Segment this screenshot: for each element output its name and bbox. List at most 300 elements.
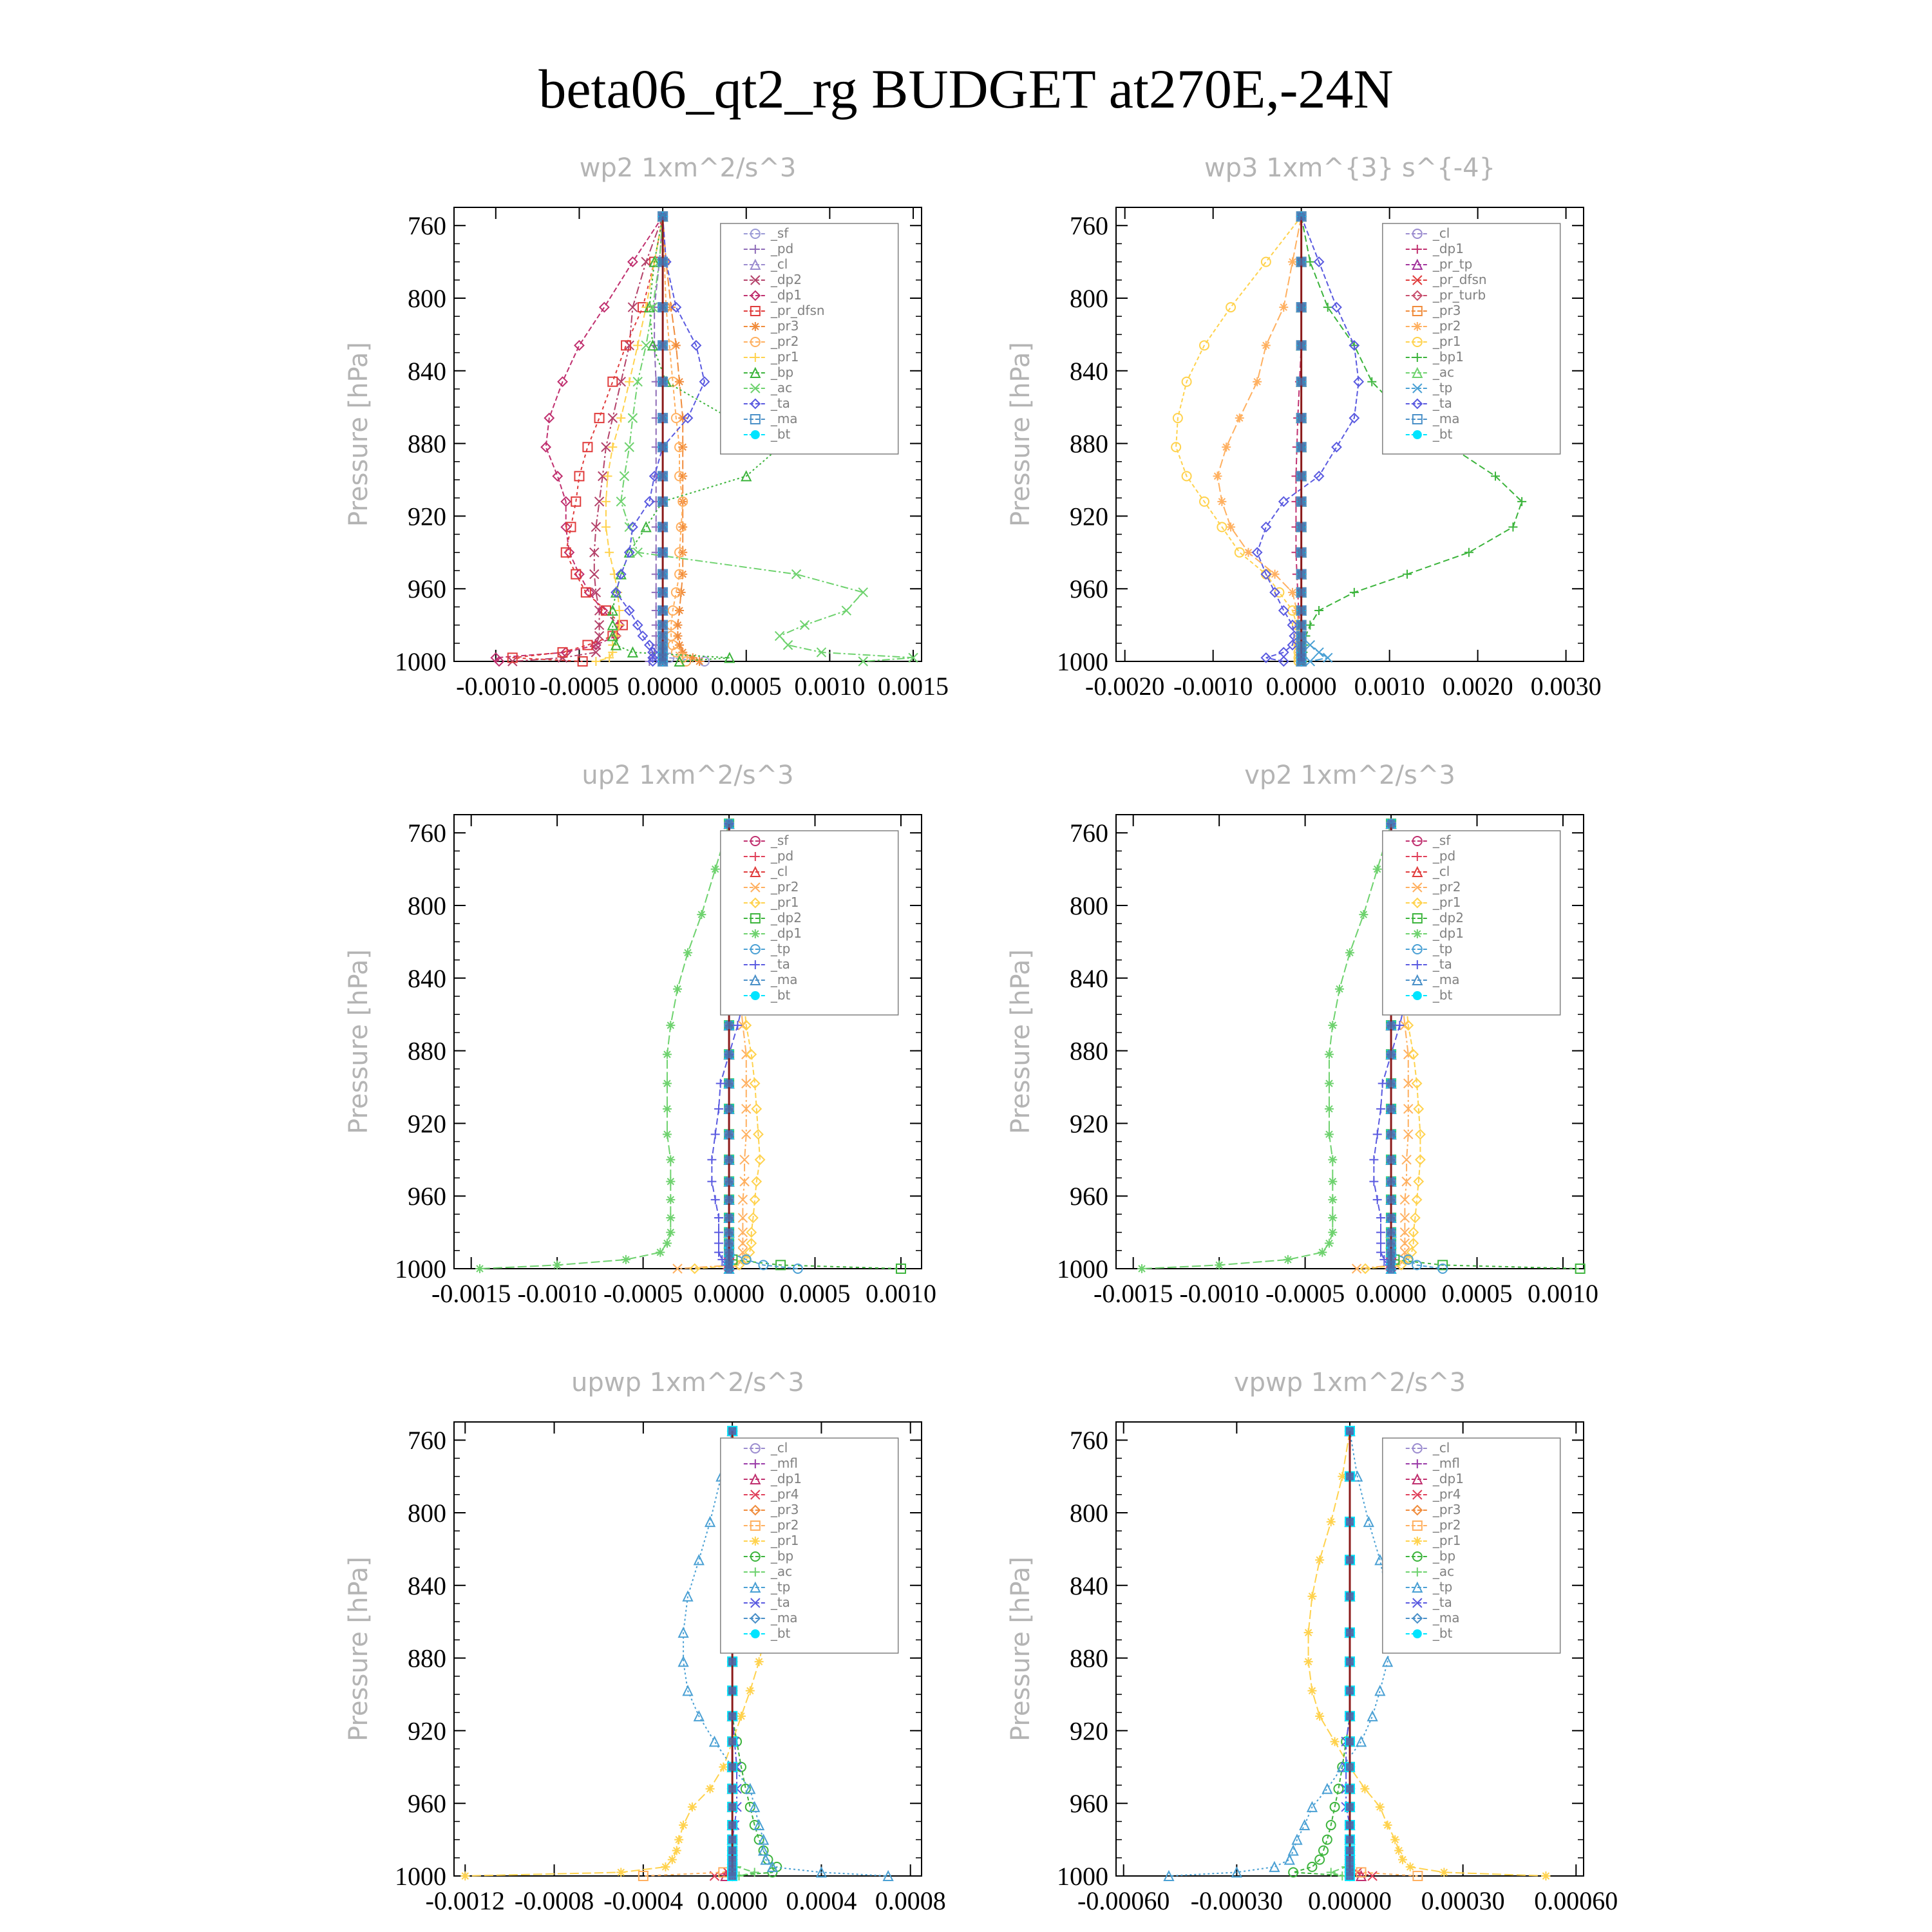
x-tick-label: -0.0005 (1265, 1279, 1345, 1308)
data-point (1327, 1517, 1336, 1526)
data-point (716, 1079, 725, 1088)
legend-entry: _pr1 (1432, 895, 1461, 910)
legend-entry: _cl (1432, 225, 1450, 241)
legend-entry: _pr1 (1432, 334, 1461, 349)
data-point (1394, 1846, 1403, 1855)
data-point (1279, 497, 1288, 506)
data-point (595, 413, 604, 422)
legend-marker (1413, 1629, 1422, 1638)
data-point (641, 341, 650, 350)
data-point (707, 1177, 716, 1186)
y-tick-label: 840 (1070, 356, 1108, 386)
x-tick-label: -0.0005 (539, 672, 620, 701)
data-point (625, 377, 634, 386)
zero-marker (1346, 1629, 1354, 1636)
data-point (1244, 548, 1253, 557)
data-point (706, 1785, 715, 1794)
data-point (1325, 1104, 1334, 1113)
data-point (1288, 258, 1297, 267)
data-point (1376, 1803, 1385, 1812)
data-point (1235, 548, 1244, 557)
zero-marker (1387, 1130, 1395, 1138)
zero-marker (1298, 621, 1305, 629)
zero-marker (1298, 549, 1305, 556)
zero-marker (725, 820, 733, 828)
legend-entry: _pr3 (770, 1502, 799, 1517)
data-point (620, 471, 629, 480)
data-point (1213, 471, 1222, 480)
chart-panel-6 (1006, 1368, 1618, 1915)
data-point (1304, 1628, 1313, 1637)
data-point (1271, 570, 1280, 579)
zero-marker (1346, 1763, 1354, 1771)
chart-panel-5 (344, 1368, 946, 1915)
zero-marker (659, 378, 667, 386)
y-tick-label: 960 (1070, 1182, 1108, 1211)
legend-entry: _tp (770, 1579, 791, 1595)
data-point (842, 606, 851, 615)
zero-marker (728, 1687, 736, 1694)
legend-box (721, 831, 898, 1015)
zero-marker (659, 549, 667, 556)
series-line (643, 1431, 732, 1876)
legend-entry: _pr_tp (1432, 256, 1473, 272)
legend-entry: _dp1 (770, 925, 802, 941)
data-point (1360, 1785, 1369, 1794)
zero-marker (1298, 472, 1305, 480)
legend-marker (751, 430, 760, 439)
zero-marker (659, 414, 667, 422)
zero-marker (1346, 1593, 1354, 1600)
series-line (596, 216, 663, 661)
zero-marker (1387, 1079, 1395, 1087)
y-tick-label: 960 (408, 1789, 446, 1819)
series-ta (612, 212, 709, 666)
series-dp1 (491, 212, 667, 666)
x-tick-label: 0.00030 (1421, 1886, 1505, 1915)
zero-marker (1298, 498, 1305, 506)
legend-box (721, 1438, 898, 1653)
zero-marker (725, 1105, 733, 1113)
data-point (1325, 1239, 1334, 1248)
zero-marker (725, 1079, 733, 1087)
zero-marker (1387, 1050, 1395, 1058)
legend-marker (1413, 929, 1422, 938)
legend-entry: _ta (770, 956, 790, 972)
data-point (714, 1213, 723, 1222)
zero-marker (1298, 341, 1305, 349)
zero-marker (1387, 1240, 1395, 1247)
data-point (755, 1657, 764, 1666)
zero-marker (659, 621, 667, 629)
data-point (1328, 1228, 1337, 1237)
data-point (1376, 1239, 1385, 1248)
data-point (1325, 1079, 1334, 1088)
legend-marker (1413, 430, 1422, 439)
x-tick-label: -0.0020 (1085, 672, 1165, 701)
legend-entry: _mfl (1432, 1455, 1460, 1471)
legend-entry: _ta (1432, 956, 1452, 972)
zero-marker (1298, 258, 1305, 266)
y-tick-label: 880 (408, 1643, 446, 1673)
y-tick-label: 760 (1070, 211, 1108, 241)
y-tick-label: 800 (408, 284, 446, 313)
legend-entry: _ma (770, 972, 798, 987)
data-point (683, 1592, 692, 1601)
data-point (1262, 341, 1271, 350)
zero-marker (1346, 1821, 1354, 1829)
y-tick-label: 800 (408, 1499, 446, 1528)
x-tick-label: -0.0010 (517, 1279, 597, 1308)
legend-marker (751, 991, 760, 1000)
data-point (460, 1871, 469, 1880)
y-tick-label: 960 (408, 574, 446, 604)
y-tick-label: 760 (1070, 1426, 1108, 1455)
y-tick-label: 840 (408, 1571, 446, 1600)
zero-marker (1346, 1658, 1354, 1665)
zero-marker (728, 1803, 736, 1811)
x-tick-label: 0.0008 (875, 1886, 946, 1915)
zero-marker (1298, 443, 1305, 451)
y-tick-label: 760 (408, 1426, 446, 1455)
data-point (1323, 303, 1332, 312)
zero-marker (1387, 1021, 1395, 1029)
zero-marker (1346, 1556, 1354, 1564)
x-tick-label: 0.0005 (1441, 1279, 1513, 1308)
zero-marker (1298, 523, 1305, 531)
data-point (1464, 548, 1473, 557)
legend-entry: _pr4 (770, 1486, 799, 1502)
zero-marker (659, 523, 667, 531)
y-tick-label: 800 (1070, 284, 1108, 313)
legend-marker (751, 322, 760, 331)
data-point (1368, 1712, 1377, 1721)
zero-marker (1298, 632, 1305, 640)
legend-entry: _dp1 (1432, 925, 1464, 941)
legend-marker (751, 929, 760, 938)
zero-marker (725, 1214, 733, 1222)
data-point (603, 471, 612, 480)
chart-panel-1 (344, 153, 949, 701)
data-point (679, 1821, 688, 1830)
zero-marker (1387, 1105, 1395, 1113)
data-point (1262, 258, 1271, 267)
legend-marker (1413, 322, 1422, 331)
y-tick-label: 840 (1070, 963, 1108, 993)
legend-entry: _cl (770, 256, 788, 272)
zero-marker (659, 607, 667, 614)
zero-marker (725, 1050, 733, 1058)
data-point (666, 1228, 675, 1237)
series-tp (1164, 1426, 1396, 1880)
data-point (625, 442, 634, 451)
legend-entry: _bt (1432, 1625, 1453, 1641)
zero-marker (728, 1847, 736, 1855)
data-point (1325, 1050, 1334, 1059)
legend-entry: _bt (1432, 987, 1453, 1003)
series-pd (645, 212, 667, 666)
data-point (1328, 1177, 1337, 1186)
y-tick-label: 800 (408, 891, 446, 920)
zero-marker (659, 632, 667, 640)
zero-marker (725, 1130, 733, 1138)
legend-entry: _dp1 (1432, 1471, 1464, 1486)
x-tick-label: -0.0010 (456, 672, 536, 701)
y-tick-label: 1000 (1057, 1255, 1108, 1283)
data-point (1137, 1264, 1146, 1273)
legend-entry: _bp (770, 365, 794, 380)
data-point (1376, 1228, 1385, 1237)
legend-entry: _bp (1432, 1548, 1456, 1564)
zero-marker (728, 1836, 736, 1844)
zero-marker (1298, 589, 1305, 596)
data-point (1508, 522, 1517, 531)
zero-marker (1346, 1856, 1354, 1864)
zero-marker (728, 1427, 736, 1435)
zero-marker (1387, 820, 1395, 828)
x-tick-label: 0.0015 (878, 672, 949, 701)
x-tick-label: 0.0010 (865, 1279, 936, 1308)
legend-entry: _ac (1432, 365, 1455, 380)
data-point (1376, 1686, 1385, 1695)
data-point (1383, 1821, 1392, 1830)
data-point (1376, 1104, 1385, 1113)
legend-entry: _pd (1432, 848, 1456, 864)
y-tick-label: 920 (1070, 502, 1108, 531)
y-tick-label: 1000 (1057, 647, 1108, 676)
series-pr3 (658, 212, 704, 666)
data-point (784, 641, 793, 650)
zero-marker (728, 1856, 736, 1864)
data-point (775, 632, 784, 641)
data-point (1406, 1862, 1415, 1871)
data-point (1364, 1517, 1373, 1526)
zero-marker (1298, 607, 1305, 614)
y-tick-label: 920 (408, 1109, 446, 1139)
y-tick-label: 1000 (395, 1255, 446, 1283)
data-point (719, 1763, 728, 1772)
zero-marker (725, 1249, 733, 1256)
data-point (683, 948, 692, 957)
data-point (1328, 1155, 1337, 1164)
series-dp1 (1137, 819, 1396, 1273)
x-tick-label: 0.0000 (627, 672, 699, 701)
data-point (1373, 1195, 1382, 1204)
legend-entry: _pr2 (770, 1517, 799, 1533)
x-tick-label: 0.0005 (710, 672, 782, 701)
data-point (661, 1862, 670, 1871)
legend-entry: _bp (770, 1548, 794, 1564)
series-bp (1289, 1426, 1354, 1880)
series-pr2 (1213, 212, 1306, 666)
legend-entry: _ma (770, 1610, 798, 1625)
data-point (1373, 1130, 1382, 1139)
y-axis-label: Pressure [hPa] (344, 1557, 374, 1741)
data-point (1307, 1592, 1316, 1601)
x-tick-label: -0.00030 (1190, 1886, 1283, 1915)
x-tick-label: 0.0005 (779, 1279, 851, 1308)
x-tick-label: -0.0015 (431, 1279, 511, 1308)
series-line (1218, 216, 1302, 661)
zero-marker (659, 641, 667, 649)
data-point (1279, 606, 1288, 615)
y-tick-label: 920 (408, 502, 446, 531)
y-tick-label: 880 (408, 1036, 446, 1066)
legend-entry: _sf (770, 833, 789, 848)
x-tick-label: 0.0004 (786, 1886, 857, 1915)
x-tick-label: 0.0020 (1442, 672, 1513, 701)
legend-entry: _dp2 (1432, 910, 1464, 925)
legend-entry: _cl (1432, 1440, 1450, 1455)
zero-marker (725, 1265, 733, 1273)
zero-marker (1387, 1249, 1395, 1256)
data-point (553, 1260, 562, 1269)
zero-marker (725, 1196, 733, 1204)
x-tick-label: 0.0000 (1356, 1279, 1427, 1308)
zero-marker (1298, 414, 1305, 422)
data-point (1350, 588, 1359, 597)
zero-marker (1298, 213, 1305, 220)
panel-title: vpwp 1xm^2/s^3 (1233, 1368, 1466, 1397)
zero-marker (1298, 658, 1305, 665)
data-point (746, 1686, 755, 1695)
legend-entry: _ac (770, 1564, 793, 1579)
data-point (663, 1050, 672, 1059)
legend-marker (751, 1537, 760, 1546)
legend-entry: _tp (1432, 1579, 1453, 1595)
data-point (600, 303, 609, 312)
data-point (663, 1079, 672, 1088)
legend-entry: _pr3 (770, 318, 799, 334)
zero-marker (659, 258, 667, 266)
legend-entry: _ta (1432, 1595, 1452, 1610)
legend-entry: _ma (1432, 1610, 1460, 1625)
data-point (616, 377, 625, 386)
data-point (697, 910, 706, 919)
legend-entry: _ma (770, 411, 798, 426)
legend-marker (1413, 1537, 1422, 1546)
data-point (616, 1868, 625, 1877)
data-point (1289, 1846, 1298, 1855)
zero-marker (659, 498, 667, 506)
legend-entry: _pr2 (1432, 318, 1461, 334)
legend-entry: _pr_dfsn (770, 303, 825, 318)
x-tick-label: -0.0012 (425, 1886, 505, 1915)
data-point (1395, 1021, 1404, 1030)
zero-marker (725, 1229, 733, 1236)
data-point (1402, 1155, 1411, 1164)
series-line (1169, 1431, 1391, 1876)
legend-entry: _pr1 (770, 1533, 799, 1548)
legend-entry: _ta (770, 1595, 790, 1610)
y-tick-label: 840 (1070, 1571, 1108, 1600)
zero-marker (725, 1021, 733, 1029)
legend-entry: _ta (1432, 395, 1452, 411)
y-tick-label: 1000 (1057, 1862, 1108, 1891)
data-point (666, 1195, 675, 1204)
legend-entry: _mfl (770, 1455, 798, 1471)
y-tick-label: 760 (1070, 819, 1108, 848)
x-tick-label: 0.00000 (1308, 1886, 1392, 1915)
data-point (608, 413, 617, 422)
legend-marker (751, 1629, 760, 1638)
legend-entry: _pd (770, 848, 794, 864)
legend-entry: _cl (1432, 864, 1450, 879)
legend-entry: _ma (1432, 972, 1460, 987)
y-tick-label: 840 (408, 356, 446, 386)
zero-marker (1346, 1738, 1354, 1745)
data-point (668, 1855, 677, 1864)
legend-entry: _dp1 (770, 287, 802, 303)
x-tick-label: 0.0000 (694, 1279, 765, 1308)
legend-box (1383, 831, 1560, 1015)
legend-entry: _dp2 (770, 910, 802, 925)
legend-entry: _bp1 (1432, 349, 1464, 365)
legend-entry: _pr3 (1432, 1502, 1461, 1517)
data-point (688, 1803, 697, 1812)
y-tick-label: 880 (1070, 429, 1108, 459)
data-point (641, 522, 650, 531)
series-ta (1341, 1426, 1354, 1880)
legend-entry: _ac (1432, 1564, 1455, 1579)
y-tick-label: 920 (1070, 1109, 1108, 1139)
data-point (1541, 1871, 1550, 1880)
series-ta (1253, 212, 1363, 666)
zero-marker (1346, 1836, 1354, 1844)
data-point (1373, 865, 1382, 874)
data-point (1439, 1868, 1448, 1877)
data-point (656, 1248, 665, 1257)
data-point (663, 1104, 672, 1113)
legend-entry: _dp1 (1432, 241, 1464, 256)
x-tick-label: 0.0010 (1527, 1279, 1598, 1308)
x-tick-label: -0.00060 (1077, 1886, 1170, 1915)
data-point (1307, 1686, 1316, 1695)
data-point (1398, 1855, 1407, 1864)
data-point (601, 522, 611, 531)
legend-entry: _tp (1432, 941, 1453, 956)
data-point (1283, 1255, 1293, 1264)
data-point (591, 657, 600, 666)
legend-entry: _cl (770, 864, 788, 879)
data-point (475, 1264, 484, 1273)
x-tick-label: 0.0010 (794, 672, 866, 701)
panel-title: wp2 1xm^2/s^3 (579, 153, 797, 183)
zero-marker (1346, 1712, 1354, 1720)
y-tick-label: 880 (408, 429, 446, 459)
legend-entry: _tp (1432, 380, 1453, 395)
data-point (1253, 377, 1262, 386)
y-tick-label: 880 (1070, 1036, 1108, 1066)
data-point (605, 548, 614, 557)
data-point (1315, 1555, 1324, 1564)
legend-entry: _bt (1432, 426, 1453, 442)
data-point (694, 1555, 703, 1564)
zero-marker (659, 589, 667, 596)
data-point (666, 1155, 675, 1164)
data-point (1390, 1835, 1399, 1844)
y-tick-label: 960 (1070, 1789, 1108, 1819)
data-point (1378, 1079, 1387, 1088)
data-point (673, 985, 682, 994)
zero-marker (725, 1240, 733, 1247)
zero-marker (728, 1785, 736, 1793)
legend-entry: _sf (770, 225, 789, 241)
series-pr1 (1171, 212, 1306, 666)
legend-entry: _pr1 (1432, 1533, 1461, 1548)
chart-panel-2 (1006, 153, 1602, 701)
data-point (621, 1255, 630, 1264)
